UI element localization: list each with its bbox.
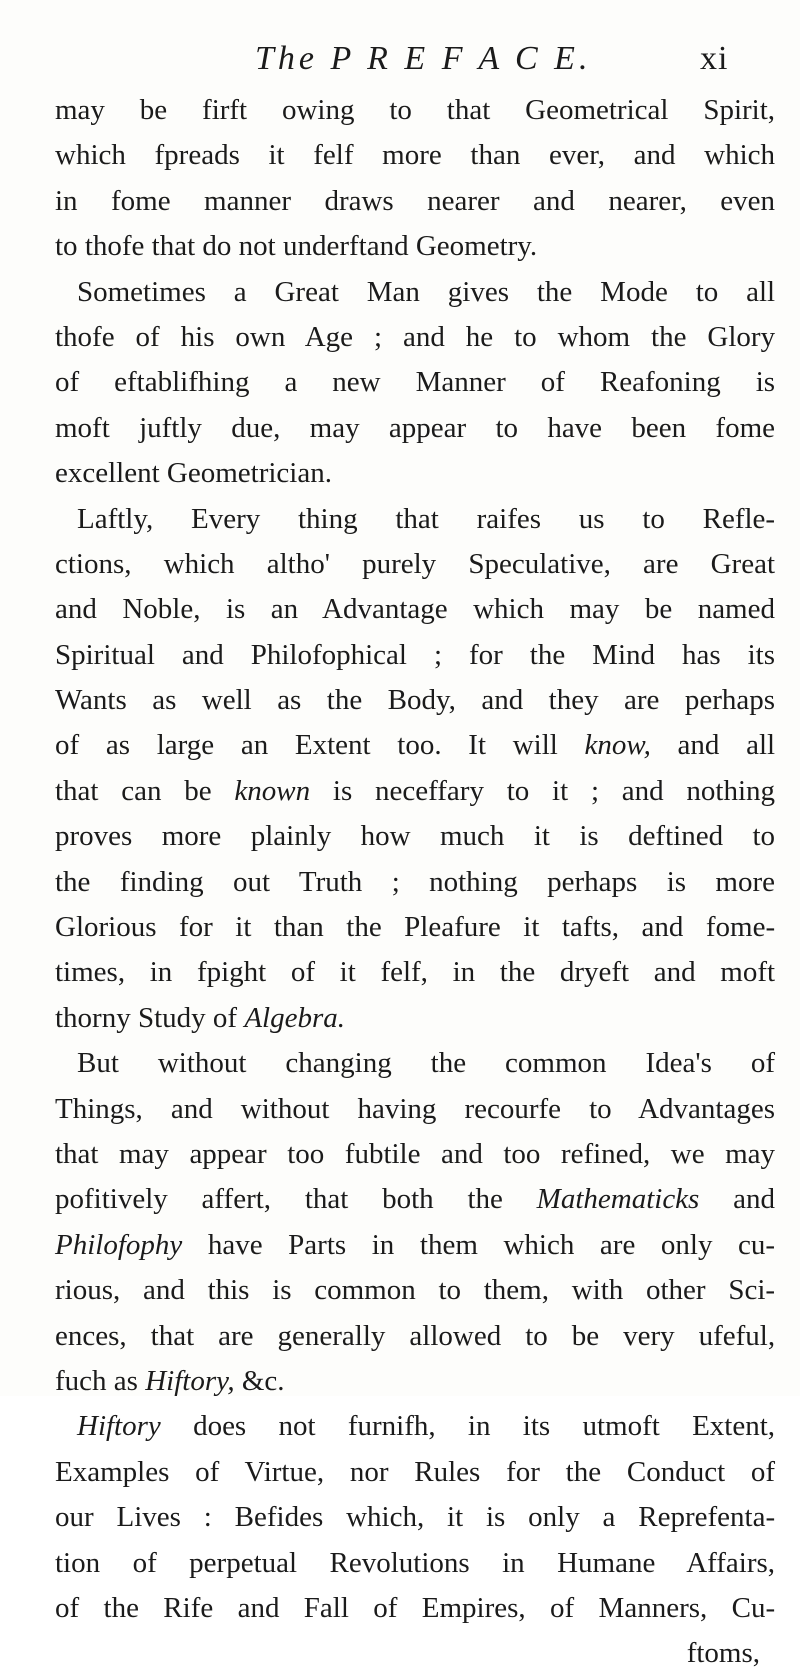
text-line: pofitively affert, that both the Mathematicks and xyxy=(55,1183,775,1216)
text-line: fuch as Hiftory, &c. xyxy=(55,1364,285,1397)
running-title: The P R E F A C E. xyxy=(255,40,592,77)
text-line: ences, that are generally allowed to be very ufeful, xyxy=(55,1319,776,1352)
text-line: of the Rife and Fall of Empires, of Manners, Cu- xyxy=(55,1591,776,1624)
page-header xyxy=(0,40,800,84)
text-line: But without changing the common Idea's of xyxy=(77,1047,775,1080)
text-line: Glorious for it than the Pleafure it tafts, and fome- xyxy=(55,911,776,944)
text-line: that can be known is neceffary to it ; and nothing xyxy=(55,774,776,807)
text-line: excellent Geometrician. xyxy=(55,457,332,490)
page-number: xi xyxy=(700,40,729,77)
text-line: in fome manner draws nearer and nearer, even xyxy=(55,184,776,217)
text-line: our Lives : Befides which, it is only a Reprefenta- xyxy=(55,1501,776,1534)
text-line: proves more plainly how much it is deftined to xyxy=(55,820,776,853)
text-line: tion of perpetual Revolutions in Humane Affairs, xyxy=(55,1546,776,1579)
text-line: thorny Study of Algebra. xyxy=(55,1001,346,1034)
text-line: Sometimes a Great Man gives the Mode to all xyxy=(77,275,776,308)
text-line: which fpreads it felf more than ever, and which xyxy=(55,139,775,172)
text-line: the finding out Truth ; nothing perhaps is more xyxy=(55,865,775,898)
text-line: Examples of Virtue, nor Rules for the Conduct of xyxy=(55,1455,776,1488)
text-line: may be firft owing to that Geometrical Spirit, xyxy=(55,94,776,126)
text-line: rious, and this is common to them, with other Sci- xyxy=(55,1274,776,1307)
text-line: of eftablifhing a new Manner of Reafoning is xyxy=(55,366,776,399)
text-line: to thofe that do not underftand Geometry. xyxy=(55,230,538,263)
body-text xyxy=(55,88,775,1677)
text-line: Things, and without having recourfe to Advantages xyxy=(55,1092,775,1125)
text-line: Laftly, Every thing that raifes us to Refle- xyxy=(77,502,776,535)
text-line: Hiftory does not furnifh, in its utmoft Extent, xyxy=(77,1410,776,1443)
text-line: moft juftly due, may appear to have been fome xyxy=(55,411,775,444)
text-line: Spiritual and Philofophical ; for the Mind has its xyxy=(55,638,776,671)
text-line: and Noble, is an Advantage which may be named xyxy=(55,593,775,626)
text-line: times, in fpight of it felf, in the dryeft and moft xyxy=(55,956,776,989)
text-line: Wants as well as the Body, and they are perhaps xyxy=(55,684,776,717)
text-line: thofe of his own Age ; and he to whom the Glory xyxy=(55,320,776,353)
text-line: ctions, which altho' purely Speculative, are Great xyxy=(55,547,776,580)
text-line: that may appear too fubtile and too refined, we may xyxy=(55,1137,776,1170)
text-line: of as large an Extent too. It will know, and all xyxy=(55,729,776,762)
catchword: ftoms, xyxy=(686,1637,760,1670)
text-line: Philofophy have Parts in them which are only cu- xyxy=(55,1228,776,1261)
